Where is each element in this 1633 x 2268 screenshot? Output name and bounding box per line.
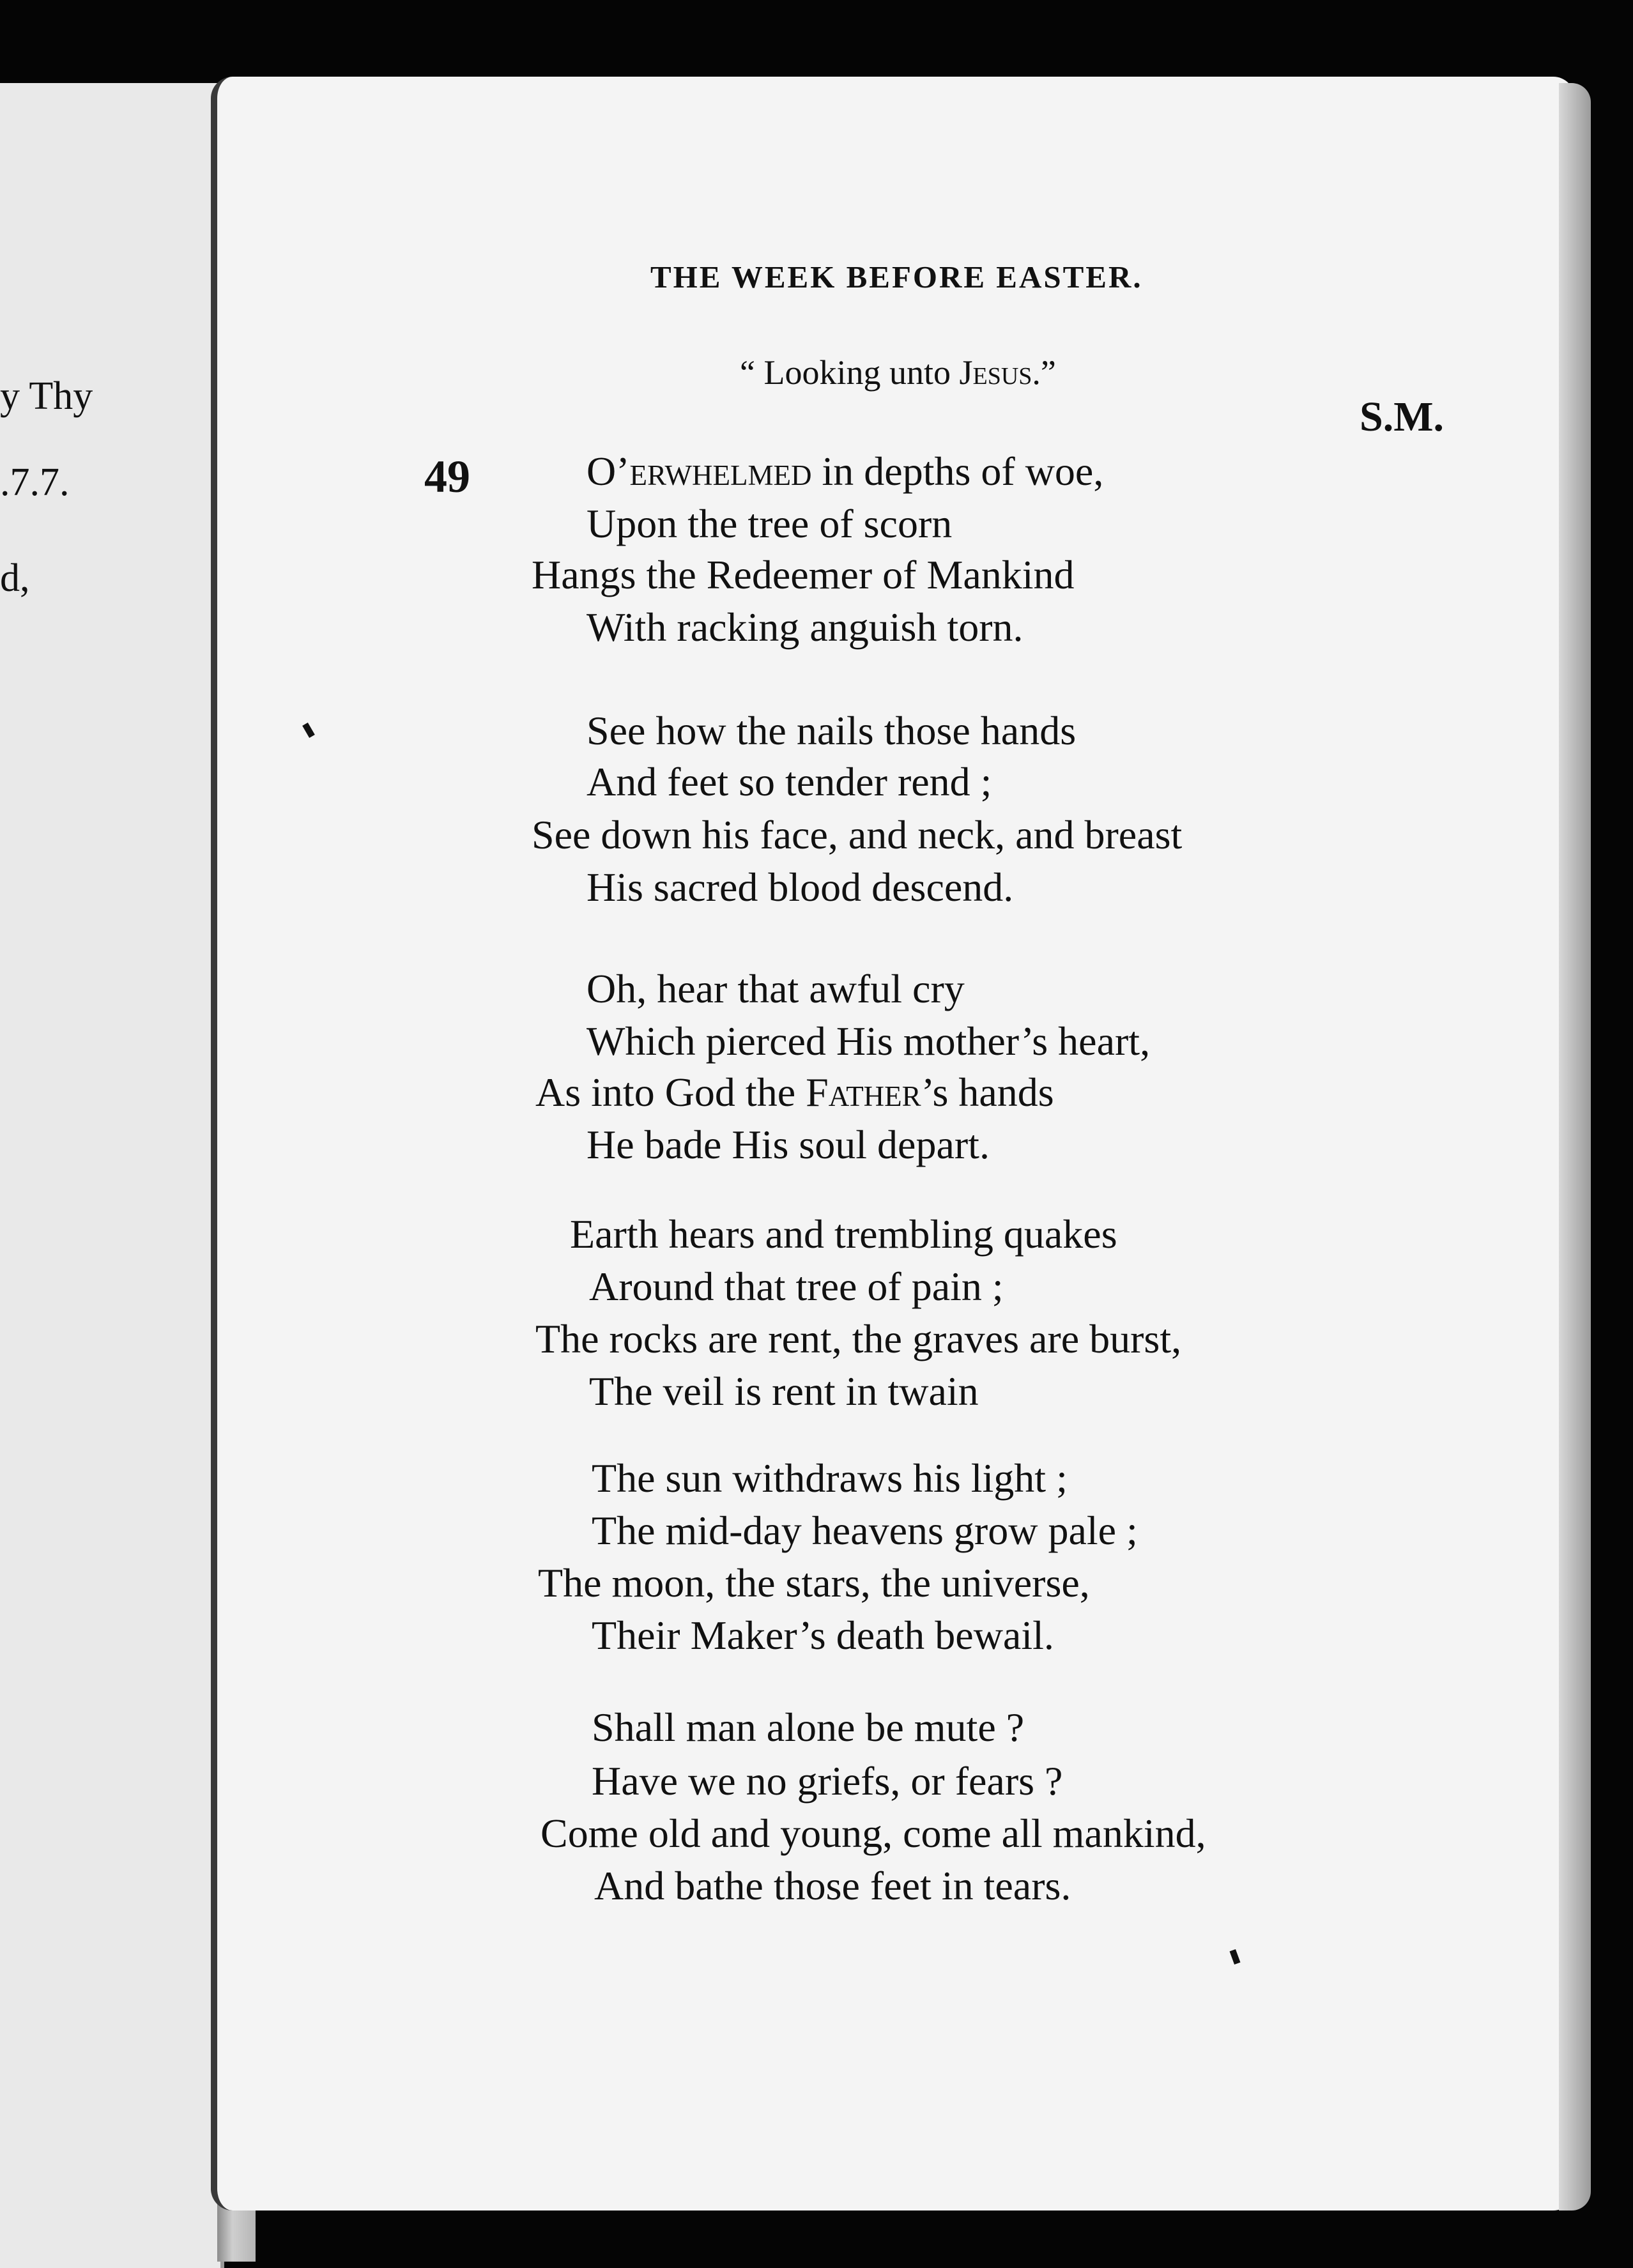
verse-2-line-3: See down his face, and neck, and breast [532,812,1183,857]
left-page-fragment-3: d, [0,556,30,600]
left-page-fragment-2: .7.7. [0,461,70,504]
verse-3-line-4: He bade His soul depart. [586,1122,990,1167]
page-edge [1559,83,1591,2211]
left-page-fragment-1: y Thy [0,374,93,418]
verse-2-line-2: And feet so tender rend ; [586,759,992,804]
verse-5-line-1: The sun withdraws his light ; [592,1455,1068,1501]
verse-6-line-2: Have we no griefs, or fears ? [592,1758,1063,1804]
hymn-meter: S.M. [1360,394,1444,440]
verse-1-line-3: Hangs the Redeemer of Mankind [532,552,1075,597]
verse-3-line-2: Which pierced His mother’s heart, [586,1018,1151,1064]
verse-5-line-3: The moon, the stars, the universe, [538,1560,1090,1605]
verse-4-line-4: The veil is rent in twain [589,1368,979,1414]
verse-4-line-1: Earth hears and trembling quakes [570,1211,1117,1257]
hymn-number: 49 [424,451,470,502]
verse-1-line-4: With racking anguish torn. [586,604,1023,650]
verse-2-line-4: His sacred blood descend. [586,864,1014,910]
verse-5-line-2: The mid-day heavens grow pale ; [592,1508,1138,1553]
verse-3-line-3: As into God the Father’s hands [535,1069,1054,1115]
verse-1-line-2: Upon the tree of scorn [586,501,953,546]
verse-6-line-4: And bathe those feet in tears. [594,1863,1071,1908]
verse-3-line-1: Oh, hear that awful cry [586,966,965,1011]
epigraph: “ Looking unto Jesus.” [740,353,1056,392]
verse-4-line-2: Around that tree of pain ; [589,1264,1004,1309]
verse-6-line-3: Come old and young, come all mankind, [540,1811,1206,1856]
verse-2-line-1: See how the nails those hands [586,708,1077,753]
verse-1-line-1: O’erwhelmed in depths of woe, [586,448,1104,494]
verse-5-line-4: Their Maker’s death bewail. [592,1613,1054,1658]
verse-4-line-3: The rocks are rent, the graves are burst, [535,1316,1182,1361]
verse-6-line-1: Shall man alone be mute ? [592,1705,1025,1750]
running-head: THE WEEK BEFORE EASTER. [650,259,1143,295]
